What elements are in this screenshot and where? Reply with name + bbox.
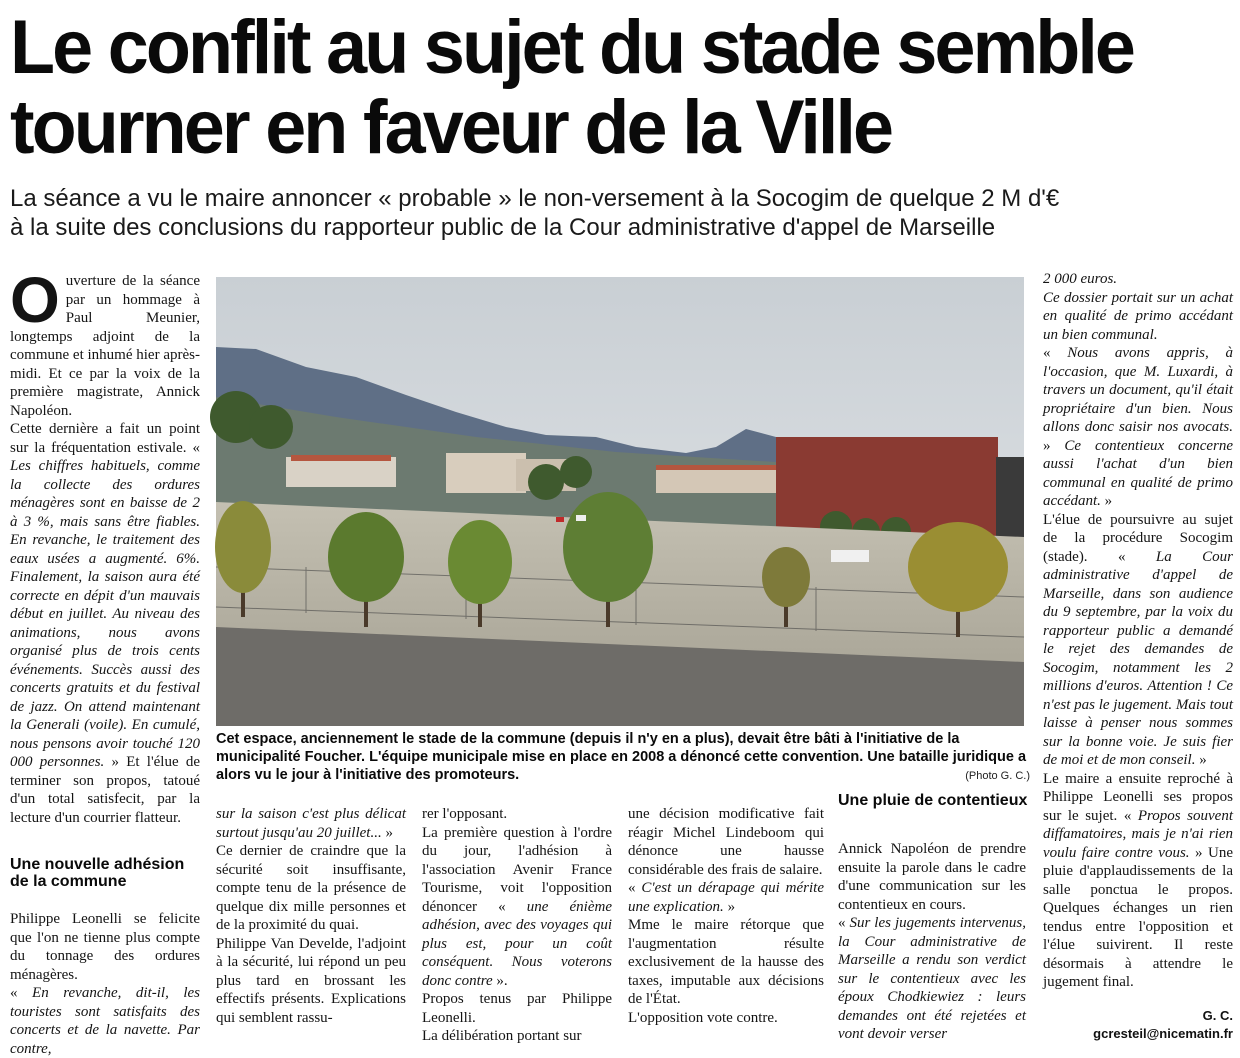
author-email[interactable]: gcresteil@nicematin.fr: [1093, 1026, 1233, 1041]
article-column-4: [628, 805, 824, 1045]
author-initials: G. C.: [1202, 1008, 1233, 1023]
paragraph: une décision modificative fait réagir Michel Lindeboom qui dénonce une hausse considérable des frais de salaire.: [628, 806, 824, 878]
subheading-contentieux: Une pluie de contentieux: [838, 792, 1028, 809]
drop-cap: O: [10, 264, 60, 336]
headline-line-1: Le conflit au sujet du stade semble: [10, 5, 1134, 90]
paragraph: L'opposition vote contre.: [628, 1009, 778, 1026]
paragraph: Cette dernière a fait un point sur la fréquentation estivale. « Les chiffres habituels, comme la collecte des ordures ménagères sont en baisse de 2 à 3 %, mais sans être fiables. En revanche, le traitement des eaux usées a augmenté. 6%. Finalement, la saison aura été correcte en dépit d'un mauvais début en juillet. Au niveau des animations, nous avons organisé plus de trois cents événements. Succès aussi des concerts gratuits et du festival de jazz. On attend maintenant la Generali (voile). En cumulé, nous pensons avoir touché 120 000 personnes. » Et l'élue de terminer son propos, tatoué d'un total satisfecit, par la lecture d'un courrier flatteur.: [10, 421, 201, 826]
article-column-3: [422, 805, 612, 1045]
paragraph: 2 000 euros.: [1043, 271, 1118, 287]
article-column-1: [10, 264, 201, 847]
photo-caption: Cet espace, anciennement le stade de la commune (depuis il n'y en a plus), devait être bâti à l'initiative de la municipalité Foucher. L'équipe municipale mise en place en 2008 a dénoncé cette convention. Une bataille juridique a alors vu le jour à l'initiative des promoteurs.: [216, 731, 1027, 783]
paragraph: « Nous avons appris, à l'occasion, que M. Luxardi, à travers un document, qu'il était propriétaire d'un bien. Nous allons donc saisir nos avocats. » Ce contentieux concerne aussi l'achat d'un bien communal en qualité de primo accédant. »: [1043, 345, 1234, 509]
paragraph: sur la saison c'est plus délicat surtout jusqu'au 20 juillet... »: [216, 806, 406, 841]
paragraph: Philippe Van Develde, l'adjoint à la sécurité, lui répond un peu plus tard en brossant les effectifs présents. Explications qui semblent rassu-: [216, 935, 406, 1026]
stadium-photo-illustration: [216, 277, 1024, 726]
paragraph: Le maire a ensuite reproché à Philippe Leonelli ses propos sur le sujet. « Propos souvent diffamatoires, mais je n'ai rien voulu faire contre vous. » Une pluie d'applaudissements de la salle ponctua le propos. Quelques échanges un rien tendus entre l'opposition et l'élue suivirent. Il reste désormais à attendre le jugement final.: [1043, 770, 1233, 990]
paragraph: rer l'opposant.: [422, 806, 508, 822]
paragraph: L'élue de poursuivre au sujet de la procédure Socogim (stade). « La Cour administrative d'appel de Marseille, dans son audience du 9 septembre, par la voix du rapporteur public a demandé le rejet des demandes de Socogim, notamment les 2 millions d'euros. Attention ! Ce n'est pas le jugement. Mais tout laisse à penser nous sommes sur la bonne voie. Je suis fier de moi et de mon conseil. »: [1043, 511, 1234, 768]
paragraph: « En revanche, dit-il, les touristes sont satisfaits des concerts et de la navette. Par contre,: [10, 985, 201, 1057]
deck-line-2: à la suite des conclusions du rapporteur public de la Cour administrative d'appel de Marseille: [10, 214, 996, 241]
deck-line-1: La séance a vu le maire annoncer « probable » le non-versement à la Socogim de quelque 2 M d'€: [10, 185, 1060, 212]
headline-line-2: tourner en faveur de la Ville: [10, 85, 892, 170]
paragraph: Mme le maire rétorque que l'augmentation résulte exclusivement de la hausse des taxes, imputable aux décisions de l'État.: [628, 917, 824, 1007]
paragraph: « Sur les jugements intervenus, la Cour administrative de Marseille a rendu son verdict sur le contentieux avec les époux Chodkiewiez : leurs demandes ont été rejetées et vont devoir verser: [838, 915, 1026, 1042]
subheading-adhesion: Une nouvelle adhésion de la commune: [10, 856, 185, 890]
paragraph: La délibération portant sur: [422, 1028, 582, 1044]
paragraph: Annick Napoléon de prendre ensuite la parole dans le cadre d'une communication sur les contentieux en cours.: [838, 841, 1026, 913]
paragraph: La première question à l'ordre du jour, l'adhésion à l'association Avenir France Tourisme, voit l'opposition dénoncer « une énième adhésion, avec des voyages qui plus est, pour un coût conséquent. Nous voterons donc contre ».: [422, 824, 612, 989]
paragraph: Philippe Leonelli se felicite que l'on ne tienne plus compte du tonnage des ordures ménagères.: [10, 911, 200, 983]
deck: [10, 184, 1235, 242]
author-signature: [1043, 1007, 1233, 1043]
article-column-5: [838, 840, 1026, 1045]
paragraph: « C'est un dérapage qui mérite une explication. »: [628, 880, 824, 915]
article-column-1-continued: [10, 910, 201, 1057]
article-column-6: [1043, 270, 1233, 1010]
paragraph: Ce dossier portait sur un achat en qualité de primo accédant un bien communal.: [1043, 289, 1233, 343]
headline: [10, 5, 1193, 170]
paragraph: Propos tenus par Philippe Leonelli.: [422, 991, 612, 1026]
stadium-photo: [216, 277, 1024, 726]
photo-credit: (Photo G. C.): [965, 770, 1030, 782]
paragraph: Ce dernier de craindre que la sécurité soit insuffisante, compte tenu de la présence de quelque dix mille personnes et de la proximité du quai.: [216, 843, 406, 933]
paragraph: uverture de la séance par un hommage à Paul Meunier, longtemps adjoint de la commune et inhumé hier après-midi. Et ce par la voix de la première magistrate, Annick Napoléon.: [10, 273, 200, 419]
article-column-2: [216, 805, 406, 1045]
